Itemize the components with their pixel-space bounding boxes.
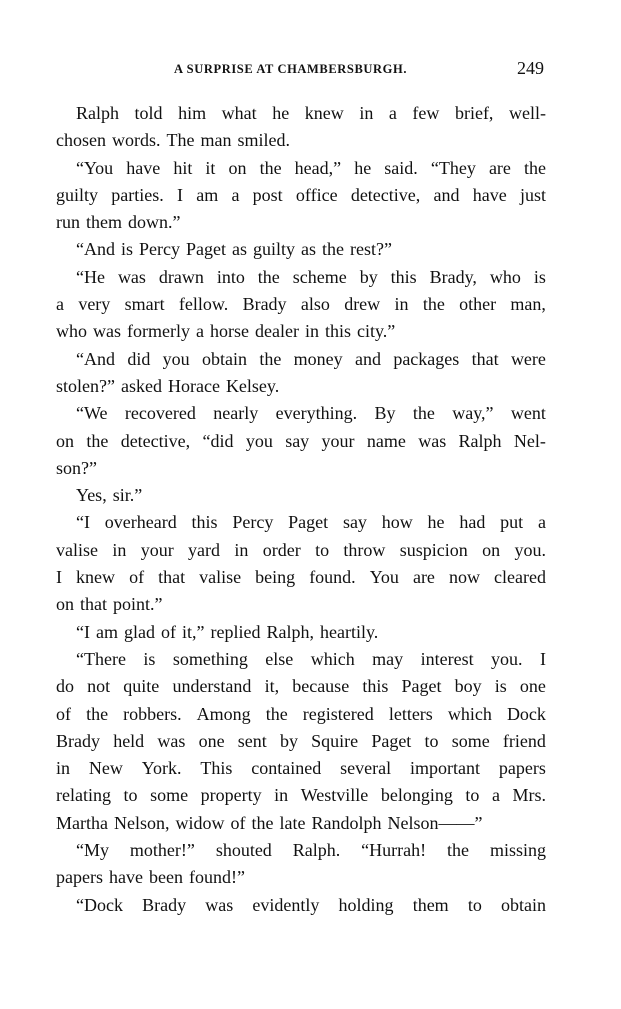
text-line: “He was drawn into the scheme by this Brady, who is: [76, 266, 546, 287]
text-line: run them down.”: [56, 212, 181, 233]
text-line: papers have been found!”: [56, 867, 245, 888]
text-line: guilty parties. I am a post office detective, and have just: [56, 184, 546, 205]
text-line: chosen words. The man smiled.: [56, 130, 290, 151]
text-line: “And did you obtain the money and packages that were: [76, 348, 546, 369]
text-line: “My mother!” shouted Ralph. “Hurrah! the missing: [76, 840, 546, 861]
text-line: Brady held was one sent by Squire Paget to some friend: [56, 730, 546, 751]
text-line: valise in your yard in order to throw suspicion on you.: [56, 539, 546, 560]
text-line: “There is something else which may interest you. I: [76, 648, 546, 669]
text-line: relating to some property in Westville belonging to a Mrs.: [56, 785, 546, 806]
text-line: “We recovered nearly everything. By the way,” went: [76, 403, 546, 424]
text-line: in New York. This contained several important papers: [56, 758, 546, 779]
text-line: on that point.”: [56, 594, 163, 615]
text-line: I knew of that valise being found. You are now cleared: [56, 567, 546, 588]
chapter-title: A SURPRISE AT CHAMBERSBURGH.: [174, 62, 408, 76]
text-line: “I am glad of it,” replied Ralph, heartily.: [76, 621, 379, 642]
text-line: Yes, sir.”: [76, 485, 143, 506]
text-line: “I overheard this Percy Paget say how he had put a: [76, 512, 546, 533]
text-line: son?”: [56, 457, 97, 478]
text-line: on the detective, “did you say your name was Ralph Nel-: [56, 430, 546, 451]
text-line: “And is Percy Paget as guilty as the rest?”: [76, 239, 392, 260]
text-line: who was formerly a horse dealer in this city.”: [56, 321, 396, 342]
text-line: stolen?” asked Horace Kelsey.: [56, 375, 280, 396]
text-line: Ralph told him what he knew in a few brief, well-: [76, 103, 546, 123]
text-line: “You have hit it on the head,” he said. “They are the: [76, 157, 546, 178]
text-line: of the robbers. Among the registered letters which Dock: [56, 703, 546, 724]
text-line: do not quite understand it, because this Paget boy is one: [56, 676, 546, 697]
text-line: “Dock Brady was evidently holding them to obtain: [76, 894, 546, 915]
page-number: 249: [517, 58, 544, 78]
running-head: [56, 58, 546, 80]
body-text: [56, 100, 546, 919]
text-line: a very smart fellow. Brady also drew in the other man,: [56, 294, 546, 315]
text-line: Martha Nelson, widow of the late Randolph Nelson——”: [56, 812, 483, 833]
